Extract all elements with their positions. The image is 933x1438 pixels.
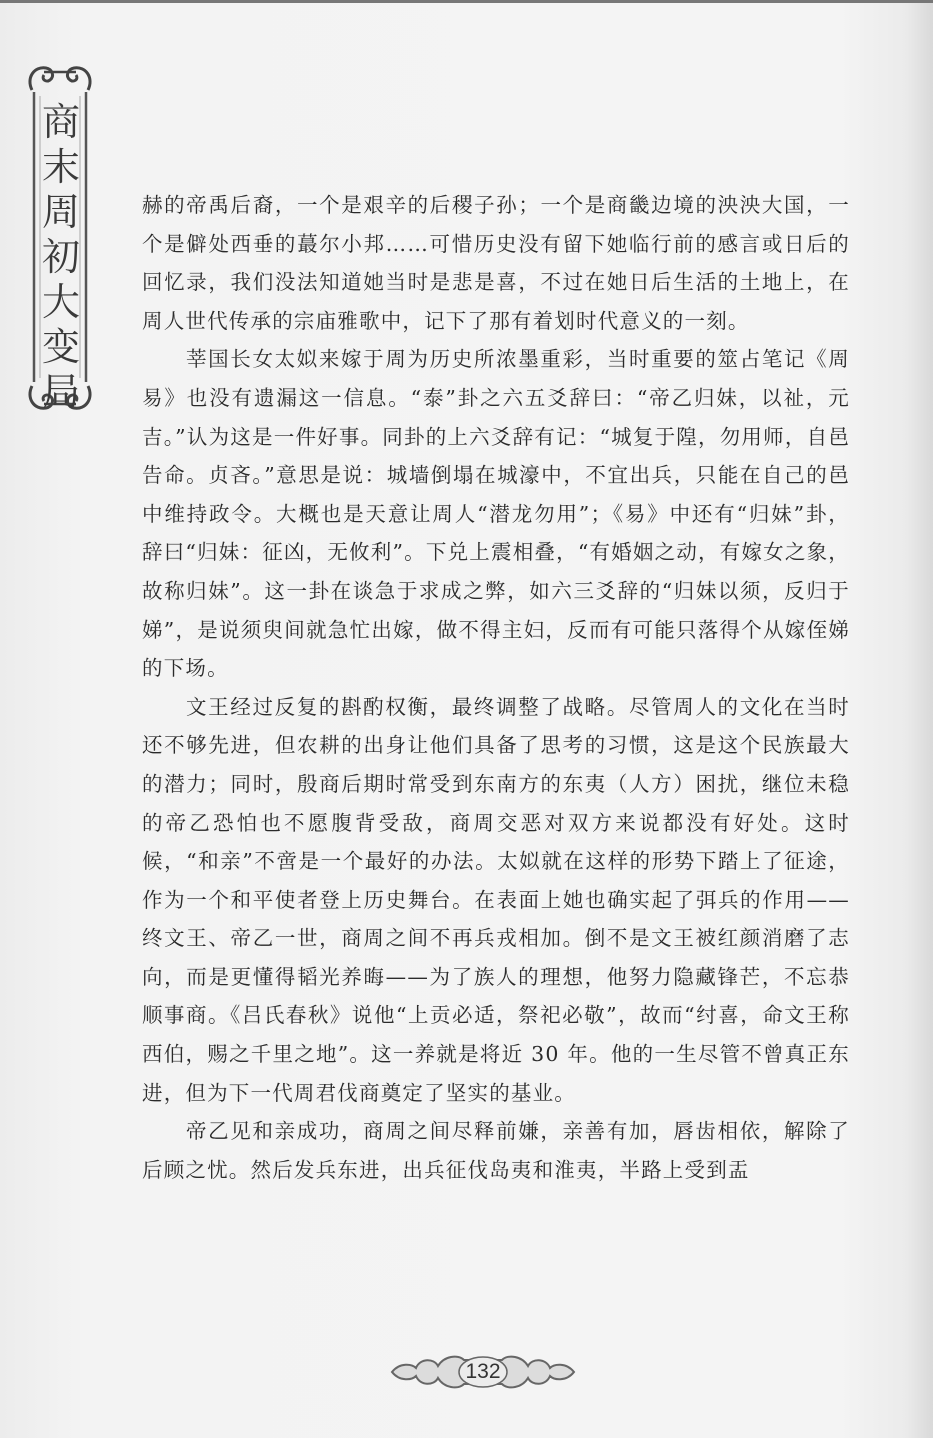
side-title-char: 周: [41, 190, 80, 234]
body-text: [142, 186, 850, 1189]
side-title-char: 商: [41, 100, 80, 144]
top-border-line: [0, 0, 933, 3]
paragraph: 文王经过反复的斟酌权衡，最终调整了战略。尽管周人的文化在当时还不够先进，但农耕的出身让他们具备了思考的习惯，这是这个民族最大的潜力；同时，殷商后期时常受到东南方的东夷（人方）困扰，继位未稳的帝乙恐怕也不愿腹背受敌，商周交恶对双方来说都没有好处。这时候，“和亲”不啻是一个最好的办法。太姒就在这样的形势下踏上了征途，作为一个和平使者登上历史舞台。在表面上她也确实起了弭兵的作用——终文王、帝乙一世，商周之间不再兵戎相加。倒不是文王被红颜消磨了志向，而是更懂得韬光养晦——为了族人的理想，他努力隐藏锋芒，不忘恭顺事商。《吕氏春秋》说他“上贡必适，祭祀必敬”，故而“纣喜，命文王称西伯，赐之千里之地”。这一养就是将近 30 年。他的一生尽管不曾真正东进，但为下一代周君伐商奠定了坚实的基业。: [142, 694, 850, 1105]
page-number-ornament: [386, 1346, 580, 1398]
side-title-char: 初: [41, 235, 80, 279]
side-title-char: 局: [41, 370, 80, 414]
page-number: 132: [465, 1360, 501, 1383]
side-title-char: 变: [41, 325, 80, 369]
side-title-banner: [22, 60, 98, 420]
side-title-char: 大: [41, 280, 80, 324]
paragraph: 赫的帝禹后裔，一个是艰辛的后稷子孙；一个是商畿边境的泱泱大国，一个是僻处西垂的蕞尔小邦……可惜历史没有留下她临行前的感言或日后的回忆录，我们没法知道她当时是悲是喜，不过在她日后生活的土地上，在周人世代传承的宗庙雅歌中，记下了那有着划时代意义的一刻。: [142, 193, 850, 333]
side-title-char: 末: [41, 145, 80, 189]
paragraph: 莘国长女太姒来嫁于周为历史所浓墨重彩，当时重要的筮占笔记《周易》也没有遗漏这一信息。“泰”卦之六五爻辞曰：“帝乙归妹，以祉，元吉。”认为这是一件好事。同卦的上六爻辞有记：“城复于隍，勿用师，自邑告命。贞吝。”意思是说：城墙倒塌在城濠中，不宜出兵，只能在自己的邑中维持政令。大概也是天意让周人“潜龙勿用”；《易》中还有“归妹”卦，辞曰“归妹：征凶，无攸利”。下兑上震相叠，“有婚姻之动，有嫁女之象，故称归妹”。这一卦在谈急于求成之弊，如六三爻辞的“归妹以须，反归于娣”，是说须臾间就急忙出嫁，做不得主妇，反而有可能只落得个从嫁侄娣的下场。: [142, 347, 850, 681]
paragraph: 帝乙见和亲成功，商周之间尽释前嫌，亲善有加，唇齿相依，解除了后顾之忧。然后发兵东进，出兵征伐岛夷和淮夷，半路上受到盂: [142, 1119, 850, 1182]
side-title: [36, 100, 86, 415]
